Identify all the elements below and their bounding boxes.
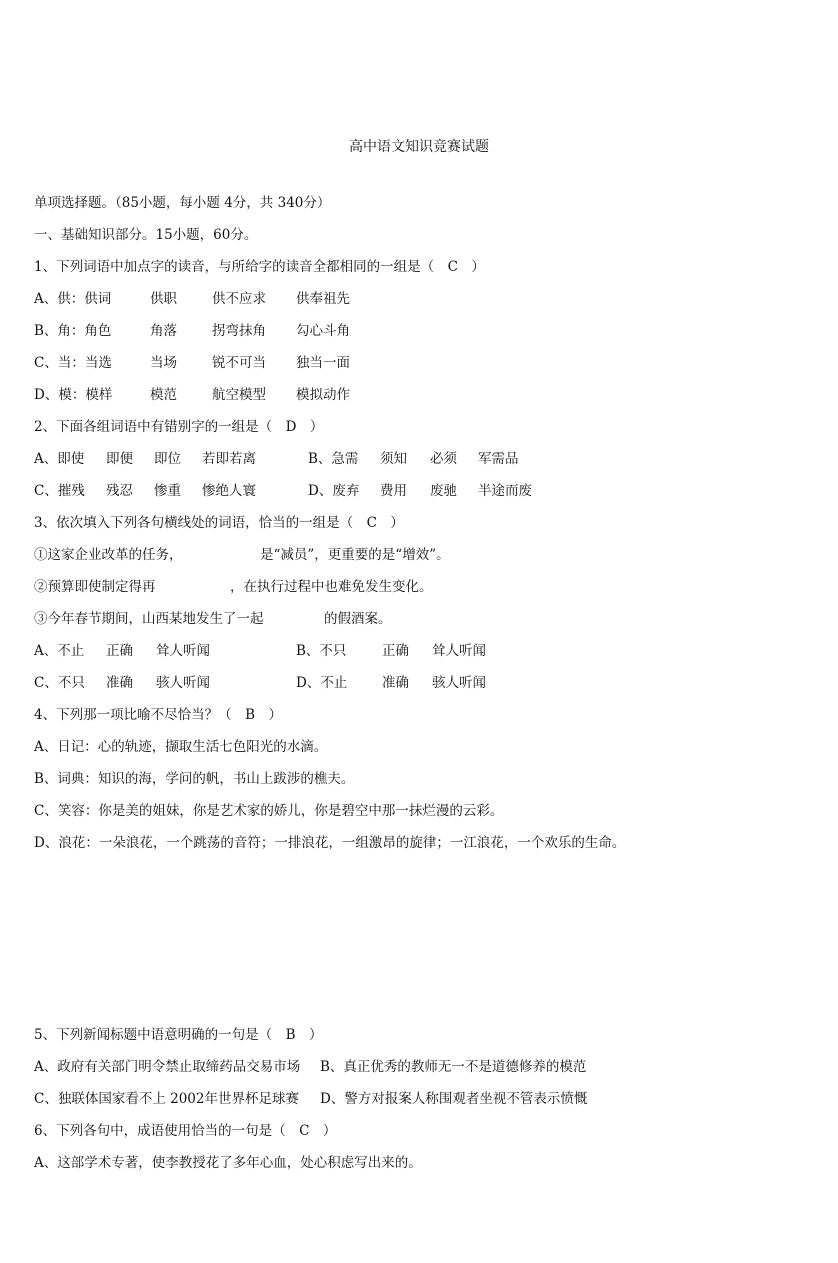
q1-option-d bbox=[34, 386, 350, 404]
q1-option-a bbox=[34, 290, 350, 308]
q3-r1-1: A、不止 bbox=[34, 643, 85, 659]
q2-r2-2: 残忍 bbox=[106, 483, 133, 499]
q1-d-3: 航空模型 bbox=[212, 387, 266, 403]
q1-c-3: 锐不可当 bbox=[212, 355, 266, 371]
q4-option-d: D、浪花：一朵浪花，一个跳荡的音符；一排浪花，一组激昂的旋律；一江浪花，一个欢乐的生命。 bbox=[34, 835, 626, 851]
q2-r2-4: 惨绝人寰 bbox=[202, 483, 256, 499]
q1-b-1: B、角：角色 bbox=[34, 323, 112, 339]
q3-sentence-1 bbox=[34, 546, 450, 564]
q2-r2-8: 半途而废 bbox=[478, 483, 532, 499]
question-4-stem: 4、下列那一项比喻不尽恰当？（ B ） bbox=[34, 707, 283, 723]
q3-s3-part-b: 的假酒案。 bbox=[324, 611, 392, 627]
q1-b-4: 勾心斗角 bbox=[296, 323, 350, 339]
question-1-stem: 1、下列词语中加点字的读音，与所给字的读音全都相同的一组是（ C ） bbox=[34, 259, 485, 275]
q2-row-1 bbox=[34, 450, 519, 468]
q2-r2-7: 废驰 bbox=[430, 483, 457, 499]
q3-r1-5: 正确 bbox=[382, 643, 409, 659]
question-2-stem: 2、下面各组词语中有错别字的一组是（ D ） bbox=[34, 419, 324, 435]
q1-option-b bbox=[34, 322, 350, 340]
q5-row-2 bbox=[34, 1090, 587, 1108]
q2-r1-1: A、即使 bbox=[34, 451, 85, 467]
q3-s2-part-b: ，在执行过程中也难免发生变化。 bbox=[230, 579, 433, 595]
q2-row-2 bbox=[34, 482, 532, 500]
q3-r2-2: 准确 bbox=[106, 675, 133, 691]
q3-r1-4: B、不只 bbox=[296, 643, 347, 659]
q5-option-d: D、警方对报案人称围观者坐视不管表示愤慨 bbox=[320, 1091, 588, 1107]
q2-r1-8: 军需品 bbox=[478, 451, 519, 467]
q2-r1-5: B、急需 bbox=[308, 451, 359, 467]
q5-option-c: C、独联体国家看不上 2002年世界杯足球赛 bbox=[34, 1091, 299, 1107]
q6-option-a: A、这部学术专著，使李教授花了多年心血，处心积虑写出来的。 bbox=[34, 1155, 422, 1171]
q3-r2-3: 骇人听闻 bbox=[156, 675, 210, 691]
q3-r1-2: 正确 bbox=[106, 643, 133, 659]
q2-r2-3: 惨重 bbox=[154, 483, 181, 499]
q1-option-c bbox=[34, 354, 350, 372]
q4-option-a: A、日记：心的轨迹，撷取生活七色阳光的水滴。 bbox=[34, 739, 328, 755]
q5-option-b: B、真正优秀的教师无一不是道德修养的模范 bbox=[320, 1059, 587, 1075]
q3-options-row-2 bbox=[34, 674, 486, 692]
question-3-stem: 3、依次填入下列各句横线处的词语，恰当的一组是（ C ） bbox=[34, 515, 404, 531]
q5-option-a: A、政府有关部门明令禁止取缔药品交易市场 bbox=[34, 1059, 301, 1075]
q3-s3-part-a: ③今年春节期间，山西某地发生了一起 bbox=[34, 611, 264, 627]
q4-option-c: C、笑容：你是美的姐妹，你是艺术家的娇儿，你是碧空中那一抹烂漫的云彩。 bbox=[34, 803, 504, 819]
q1-b-2: 角落 bbox=[150, 323, 177, 339]
q1-a-3: 供不应求 bbox=[212, 291, 266, 307]
page-title: 高中语文知识竞赛试题 bbox=[349, 139, 489, 155]
q1-d-4: 模拟动作 bbox=[296, 387, 350, 403]
q1-b-3: 拐弯抹角 bbox=[212, 323, 266, 339]
q3-sentence-2 bbox=[34, 578, 433, 596]
q3-s1-part-b: 是“减员”，更重要的是“增效”。 bbox=[260, 547, 450, 563]
q3-sentence-3 bbox=[34, 610, 392, 628]
q4-option-b: B、词典：知识的海，学问的帆，书山上跋涉的樵夫。 bbox=[34, 771, 355, 787]
q2-r1-4: 若即若离 bbox=[202, 451, 256, 467]
q1-a-1: A、供：供词 bbox=[34, 291, 112, 307]
q2-r2-5: D、废弃 bbox=[308, 483, 360, 499]
intro-text: 单项选择题。（85小题，每小题 4分，共 340分） bbox=[34, 195, 331, 211]
question-5-stem: 5、下列新闻标题中语意明确的一句是（ B ） bbox=[34, 1027, 323, 1043]
q1-a-2: 供职 bbox=[150, 291, 177, 307]
q1-d-2: 模范 bbox=[150, 387, 177, 403]
q3-options-row-1 bbox=[34, 642, 486, 660]
q5-row-1 bbox=[34, 1058, 586, 1076]
q2-r1-2: 即便 bbox=[106, 451, 133, 467]
q3-r1-3: 耸人听闻 bbox=[156, 643, 210, 659]
q1-d-1: D、模：模样 bbox=[34, 387, 113, 403]
q3-r2-4: D、不止 bbox=[296, 675, 348, 691]
q2-r1-3: 即位 bbox=[154, 451, 181, 467]
q3-s1-part-a: ①这家企业改革的任务， bbox=[34, 547, 183, 563]
q3-s2-part-a: ②预算即使制定得再 bbox=[34, 579, 156, 595]
q1-c-4: 独当一面 bbox=[296, 355, 350, 371]
section-heading: 一、基础知识部分。15小题，60分。 bbox=[34, 227, 258, 243]
q3-r2-5: 准确 bbox=[382, 675, 409, 691]
q2-r1-7: 必须 bbox=[430, 451, 457, 467]
q3-r1-6: 耸人听闻 bbox=[432, 643, 486, 659]
q1-c-1: C、当：当选 bbox=[34, 355, 112, 371]
q3-r2-6: 骇人听闻 bbox=[432, 675, 486, 691]
q2-r1-6: 须知 bbox=[380, 451, 407, 467]
q2-r2-6: 费用 bbox=[380, 483, 407, 499]
q2-r2-1: C、摧残 bbox=[34, 483, 85, 499]
q3-r2-1: C、不只 bbox=[34, 675, 85, 691]
q1-c-2: 当场 bbox=[150, 355, 177, 371]
question-6-stem: 6、下列各句中，成语使用恰当的一句是（ C ） bbox=[34, 1123, 337, 1139]
q1-a-4: 供奉祖先 bbox=[296, 291, 350, 307]
